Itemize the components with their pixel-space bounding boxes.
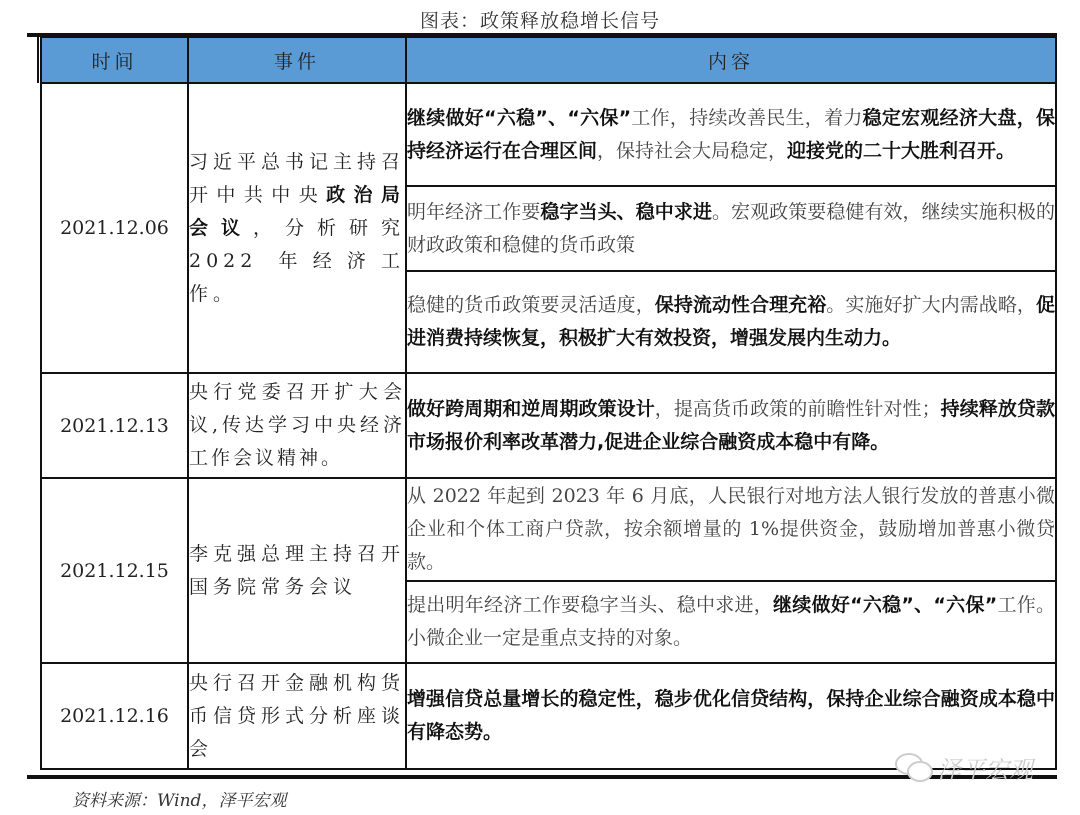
wechat-icon bbox=[895, 753, 931, 781]
row-date: 2021.12.13 bbox=[41, 373, 188, 478]
header-row bbox=[41, 37, 1056, 83]
row-event bbox=[188, 83, 406, 373]
header-content: 内容 bbox=[406, 37, 1056, 83]
table-row bbox=[41, 83, 1056, 186]
content-bold: 做好跨周期和逆周期政策设计 bbox=[407, 397, 655, 420]
table-caption: 图表：政策释放稳增长信号 bbox=[419, 10, 660, 32]
header-time: 时间 bbox=[41, 37, 188, 83]
content-text: 工作。小微企业一定是重点支持的对象。 bbox=[407, 594, 1055, 649]
content-bold: 继续做好“六稳”、“六保” bbox=[773, 594, 998, 616]
content-bold: 继续做好“六稳”、“六保” bbox=[407, 106, 632, 129]
row-event: 央行召开金融机构货币信贷形式分析座谈会 bbox=[188, 663, 406, 769]
watermark-text: 泽平宏观 bbox=[937, 755, 1033, 784]
content-text: 稳健的货币政策要灵活适度， bbox=[407, 294, 655, 316]
source-note: 资料来源：Wind，泽平宏观 bbox=[72, 791, 287, 811]
content-text: 工作，持续改善民生，着力 bbox=[631, 106, 863, 129]
row-content bbox=[406, 186, 1056, 271]
content-bold: 持续释放贷款市场报价利率改革潜力,促进企业综合融资成本稳中有降。 bbox=[407, 397, 1055, 453]
content-text: 提出明年经济工作要稳字当头、稳中求进， bbox=[407, 594, 774, 616]
content-text: ，保持社会大局稳定， bbox=[597, 139, 788, 162]
row-date: 2021.12.15 bbox=[41, 478, 188, 663]
content-text: 。宏观政策要稳健有效，继续实施积极的财政政策和稳健的货币政策 bbox=[407, 200, 1055, 256]
policy-table bbox=[40, 36, 1057, 770]
content-bold: 稳字当头、稳中求进 bbox=[540, 200, 712, 223]
content-bold: 增强信贷总量增长的稳定性，稳步优化信贷结构，保持企业综合融资成本稳中有降态势。 bbox=[407, 688, 1055, 743]
row-event: 李克强总理主持召开国务院常务会议 bbox=[188, 478, 406, 663]
content-text: ，提高货币政策的前瞻性针对性； bbox=[654, 397, 941, 420]
event-text: ，分析研究2022 年经济工作。 bbox=[189, 216, 405, 305]
content-bold: 稳定宏观经济大盘，保持经济运行在合理区间 bbox=[407, 106, 1055, 162]
row-content: 从 2022 年起到 2023 年 6 月底，人民银行对地方法人银行发放的普惠小微企业和个体工商户贷款，按余额增量的 1%提供资金，鼓励增加普惠小微贷款。 bbox=[406, 478, 1056, 581]
watermark bbox=[895, 750, 1055, 784]
content-bold: 保持流动性合理充裕 bbox=[654, 294, 827, 316]
row-content bbox=[406, 83, 1056, 186]
content-text: 。实施好扩大内需战略， bbox=[826, 294, 1036, 316]
row-content bbox=[406, 581, 1056, 663]
event-text-bold: 政治局会议 bbox=[189, 183, 405, 239]
table-row bbox=[41, 373, 1056, 478]
row-content bbox=[406, 373, 1056, 478]
row-content bbox=[406, 271, 1056, 373]
table-row bbox=[41, 478, 1056, 581]
event-text: 习近平总书记主持召开中共中央 bbox=[189, 150, 406, 206]
content-bold: 迎接党的二十大胜利召开。 bbox=[787, 139, 1016, 162]
content-bold: 促进消费持续恢复，积极扩大有效投资，增强发展内生动力。 bbox=[407, 294, 1055, 349]
content-text: 明年经济工作要 bbox=[407, 200, 541, 223]
row-date: 2021.12.16 bbox=[41, 663, 188, 769]
header-event: 事件 bbox=[188, 37, 406, 83]
row-event: 央行党委召开扩大会议,传达学习中央经济工作会议精神。 bbox=[188, 373, 406, 478]
top-rule-stub bbox=[37, 33, 39, 83]
row-date: 2021.12.06 bbox=[41, 83, 188, 373]
